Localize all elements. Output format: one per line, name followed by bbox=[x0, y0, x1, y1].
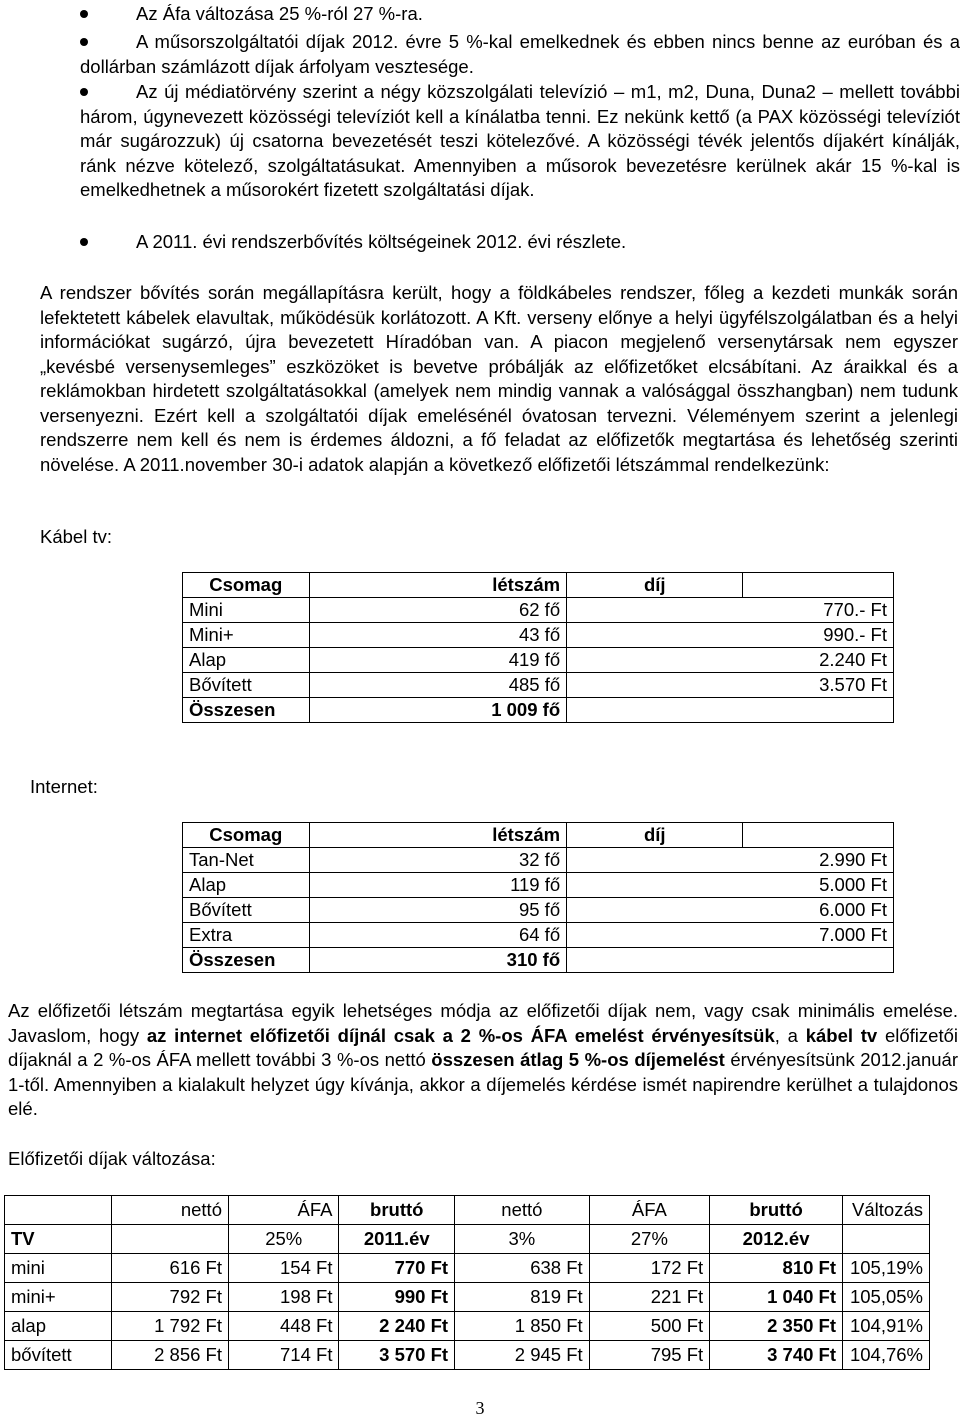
vat-2012: 500 Ft bbox=[589, 1312, 709, 1341]
package-fee: 770.- Ft bbox=[567, 598, 894, 623]
header-count: létszám bbox=[486, 573, 566, 598]
internet-table bbox=[182, 822, 894, 973]
subscriber-count: 43 fő bbox=[309, 623, 567, 648]
subscriber-count: 95 fő bbox=[309, 898, 567, 923]
gross-2012: 1 040 Ft bbox=[710, 1283, 843, 1312]
header-cell: ÁFA bbox=[589, 1196, 709, 1225]
bullet-text: A műsorszolgáltatói díjak 2012. évre 5 %-kal emelkednek és ebben nincs benne az euróban és a dollárban számlázott díjak árfolyam vesztesége. bbox=[80, 31, 960, 77]
bullet-item bbox=[80, 2, 960, 27]
package-fee: 6.000 Ft bbox=[567, 898, 894, 923]
table-row bbox=[183, 848, 894, 873]
subheader-cell bbox=[843, 1225, 930, 1254]
header-package: Csomag bbox=[183, 573, 310, 598]
total-fee-empty bbox=[567, 948, 894, 973]
change-percent: 104,76% bbox=[843, 1341, 930, 1370]
gross-2012: 2 350 Ft bbox=[710, 1312, 843, 1341]
fees-label: Előfizetői díjak változása: bbox=[8, 1148, 216, 1169]
subheader-cell: 25% bbox=[229, 1225, 339, 1254]
net-2011: 616 Ft bbox=[111, 1254, 228, 1283]
text-run: előfizetői díjaknál a 2 %-os ÁFA mellett további 3 %-os nettó bbox=[8, 1024, 958, 1070]
subscriber-count: 119 fő bbox=[309, 873, 567, 898]
package-name: Bővített bbox=[183, 898, 310, 923]
package-name: mini+ bbox=[5, 1283, 112, 1312]
package-fee: 3.570 Ft bbox=[567, 673, 894, 698]
total-count: 310 fő bbox=[309, 948, 567, 973]
subscriber-count: 64 fő bbox=[309, 923, 567, 948]
header-cell: nettó bbox=[111, 1196, 228, 1225]
bullet-text: Az Áfa változása 25 %-ról 27 %-ra. bbox=[136, 3, 423, 24]
cable-tv-table bbox=[182, 572, 894, 723]
change-percent: 105,05% bbox=[843, 1283, 930, 1312]
header-blank bbox=[743, 573, 894, 598]
cable-tv-label: Kábel tv: bbox=[40, 526, 112, 547]
page-number: 3 bbox=[475, 1398, 485, 1418]
vat-2011: 448 Ft bbox=[229, 1312, 339, 1341]
header-package: Csomag bbox=[183, 823, 310, 848]
header-count-lead bbox=[309, 573, 486, 598]
gross-2011: 2 240 Ft bbox=[339, 1312, 455, 1341]
table-row bbox=[5, 1341, 930, 1370]
bullet-text: Az új médiatörvény szerint a négy közszolgálati televízió – m1, m2, Duna, Duna2 – mellett további három, úgynevezett közösségi televíziót kell a kínálatba tenni. Ez nekünk kettő (a PAX közösségi televíziót már sugározzuk) új csatorna bevezetését teszi kötelezővé. A közösségi tévék jelentős díjakért kínálják, ránk nézve kötelező, szolgáltatásukat. Amennyiben a műsorok bevezetésre kerülnek akár 15 %-kal is emelkedhetnek a műsorokért fizetett szolgáltatási díjak. bbox=[80, 81, 960, 200]
gross-2012: 810 Ft bbox=[710, 1254, 843, 1283]
bullet-icon bbox=[80, 38, 88, 46]
package-name: Alap bbox=[183, 873, 310, 898]
bullet-item bbox=[80, 80, 960, 203]
header-fee: díj bbox=[567, 823, 743, 848]
package-name: Alap bbox=[183, 648, 310, 673]
vat-2012: 221 Ft bbox=[589, 1283, 709, 1312]
header-cell: Változás bbox=[843, 1196, 930, 1225]
subheader-cell: 2012.év bbox=[710, 1225, 843, 1254]
bullet-icon bbox=[80, 238, 88, 246]
subheader-cell bbox=[111, 1225, 228, 1254]
bold-run: az internet előfizetői díjnál csak a 2 %-os ÁFA emelést érvényesítsük bbox=[146, 1024, 775, 1046]
package-name: Bővített bbox=[183, 673, 310, 698]
table-row bbox=[183, 648, 894, 673]
table-row bbox=[5, 1283, 930, 1312]
gross-2011: 3 570 Ft bbox=[339, 1341, 455, 1370]
header-count-lead bbox=[309, 823, 486, 848]
package-name: mini bbox=[5, 1254, 112, 1283]
bold-run: kábel tv bbox=[805, 1024, 878, 1046]
package-fee: 5.000 Ft bbox=[567, 873, 894, 898]
vat-2011: 198 Ft bbox=[229, 1283, 339, 1312]
bullet-item bbox=[80, 230, 960, 255]
change-percent: 104,91% bbox=[843, 1312, 930, 1341]
gross-2011: 990 Ft bbox=[339, 1283, 455, 1312]
paragraph: A rendszer bővítés során megállapításra került, hogy a földkábeles rendszer, főleg a kezdeti munkák során lefektetett kábelek elavultak, működésük korlátozott. A Kft. verseny előnye a helyi ügyfélszolgálatban és a helyi információkat sugárzó, újra bevezetett Híradóban van. A piacon megjelenő versenytársak nem egyszer „kevésbé versenysemleges” eszközöket is bevetve próbálják az előfizetőket elcsábítani. Az áraikkal és a reklámokban hirdetett szolgáltatásokkal (amelyek nem mindig vannak a valósággal összhangban) nem tudunk versenyezni. Ezért kell a szolgáltatói díjak emelésénél óvatosan tervezni. Véleményem szerint a jelenlegi rendszerre nem kell és nem is érdemes áldozni, a fő feladat az előfizetők megtartása és lehetőség szerinti növelése. A 2011.november 30-i adatok alapján a következő előfizetői létszámmal rendelkezünk: bbox=[40, 282, 958, 475]
table-row bbox=[183, 873, 894, 898]
change-percent: 105,19% bbox=[843, 1254, 930, 1283]
total-fee-empty bbox=[567, 698, 894, 723]
subscriber-count: 419 fő bbox=[309, 648, 567, 673]
header-blank bbox=[743, 823, 894, 848]
package-fee: 7.000 Ft bbox=[567, 923, 894, 948]
gross-2011: 770 Ft bbox=[339, 1254, 455, 1283]
vat-2012: 795 Ft bbox=[589, 1341, 709, 1370]
table-header bbox=[183, 823, 894, 848]
subscriber-count: 485 fő bbox=[309, 673, 567, 698]
package-fee: 2.240 Ft bbox=[567, 648, 894, 673]
bold-run: összesen átlag 5 %-os díjemelést bbox=[431, 1049, 725, 1070]
net-2012: 1 850 Ft bbox=[455, 1312, 590, 1341]
subheader-cell: 3% bbox=[455, 1225, 590, 1254]
header-cell: ÁFA bbox=[229, 1196, 339, 1225]
table-row bbox=[183, 598, 894, 623]
text-run: érvényesítsünk 2012.január 1-től. Amennyiben a kialakult helyzet úgy kívánja, akkor a díjemelés kérdése ismét napirendre kerülhet a tulajdonos elé. bbox=[8, 1049, 958, 1119]
fees-table bbox=[4, 1195, 930, 1370]
table-row bbox=[5, 1254, 930, 1283]
subheader-cell: 27% bbox=[589, 1225, 709, 1254]
bullet-text: A 2011. évi rendszerbővítés költségeinek 2012. évi részlete. bbox=[136, 231, 627, 252]
package-fee: 2.990 Ft bbox=[567, 848, 894, 873]
header-fee: díj bbox=[567, 573, 743, 598]
subscriber-count: 62 fő bbox=[309, 598, 567, 623]
net-2011: 2 856 Ft bbox=[111, 1341, 228, 1370]
header-cell: nettó bbox=[455, 1196, 590, 1225]
package-name: Mini+ bbox=[183, 623, 310, 648]
table-row bbox=[183, 623, 894, 648]
table-total-row bbox=[183, 698, 894, 723]
package-fee: 990.- Ft bbox=[567, 623, 894, 648]
package-name: alap bbox=[5, 1312, 112, 1341]
net-2012: 638 Ft bbox=[455, 1254, 590, 1283]
table-row bbox=[5, 1312, 930, 1341]
package-name: bővített bbox=[5, 1341, 112, 1370]
header-cell: bruttó bbox=[710, 1196, 843, 1225]
total-count: 1 009 fő bbox=[309, 698, 567, 723]
total-label: Összesen bbox=[183, 948, 310, 973]
vat-2011: 714 Ft bbox=[229, 1341, 339, 1370]
text-run: Az előfizetői létszám megtartása egyik lehetséges módja az előfizetői díjak nem, vagy csak minimális emelése. Javaslom, hogy bbox=[8, 1000, 958, 1046]
proposal-paragraph bbox=[8, 999, 958, 1122]
table-row bbox=[183, 898, 894, 923]
table-header bbox=[183, 573, 894, 598]
header-cell: bruttó bbox=[339, 1196, 455, 1225]
subheader-cell: 2011.év bbox=[339, 1225, 455, 1254]
header-cell bbox=[5, 1196, 112, 1225]
vat-2012: 172 Ft bbox=[589, 1254, 709, 1283]
net-2012: 819 Ft bbox=[455, 1283, 590, 1312]
table-row bbox=[183, 923, 894, 948]
package-name: Extra bbox=[183, 923, 310, 948]
fees-header-row bbox=[5, 1196, 930, 1225]
net-2011: 792 Ft bbox=[111, 1283, 228, 1312]
bullet-item bbox=[80, 30, 960, 79]
subscriber-count: 32 fő bbox=[309, 848, 567, 873]
table-total-row bbox=[183, 948, 894, 973]
header-count: létszám bbox=[486, 823, 566, 848]
text-run: , a bbox=[774, 1024, 806, 1046]
bullet-icon bbox=[80, 88, 88, 96]
internet-label: Internet: bbox=[30, 776, 98, 797]
gross-2012: 3 740 Ft bbox=[710, 1341, 843, 1370]
net-2012: 2 945 Ft bbox=[455, 1341, 590, 1370]
package-name: Mini bbox=[183, 598, 310, 623]
table-row bbox=[183, 673, 894, 698]
package-name: Tan-Net bbox=[183, 848, 310, 873]
fees-subheader-row bbox=[5, 1225, 930, 1254]
subheader-cell: TV bbox=[5, 1225, 112, 1254]
net-2011: 1 792 Ft bbox=[111, 1312, 228, 1341]
bullet-icon bbox=[80, 10, 88, 18]
vat-2011: 154 Ft bbox=[229, 1254, 339, 1283]
total-label: Összesen bbox=[183, 698, 310, 723]
